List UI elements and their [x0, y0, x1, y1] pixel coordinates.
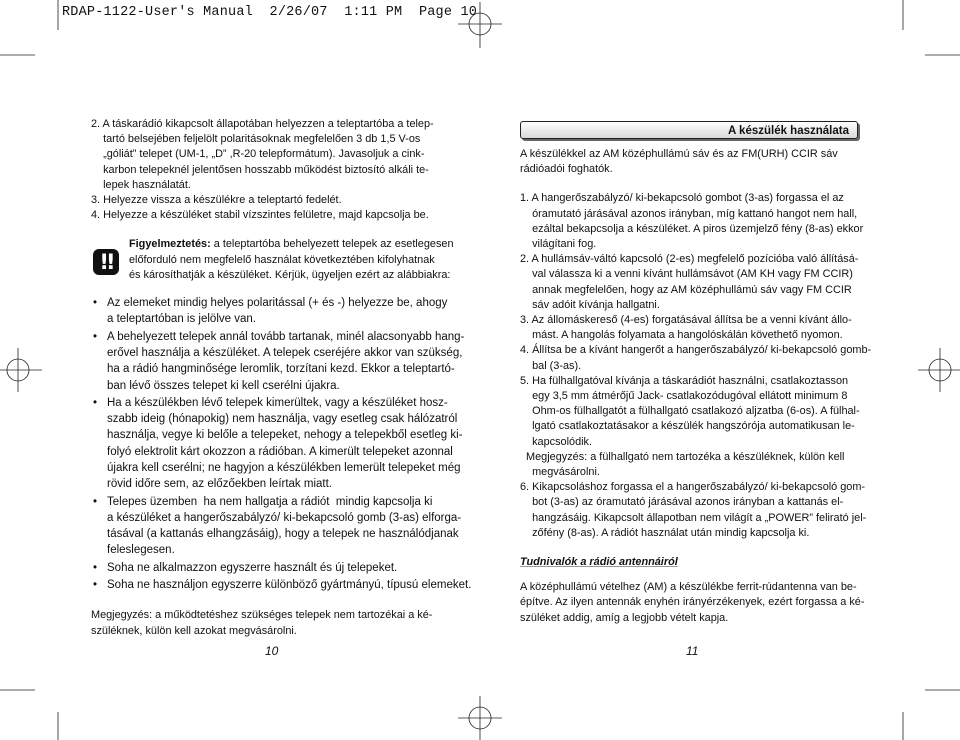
bullet-icon: •: [93, 495, 98, 508]
list-item: [91, 395, 463, 493]
step-item: 2. A táskarádió kikapcsolt állapotában helyezzen a teleptartóba a telep- tartó belsejében feljelölt polaritásoknak megfelelően 3 db 1,5 V-os „góliát” telepet (UM-1, „D” ,R-20 telepformátum). Javasoljuk a cink- karbon telepeknél jelentősen hosszabb működést biztosító alkáli te- lepek használatát.: [91, 118, 434, 191]
list-item-text: Soha ne alkalmazzon egyszerre használt és új telepeket.: [107, 561, 398, 574]
page-number-right: 11: [686, 644, 699, 658]
warning-label: Figyelmeztetés:: [129, 238, 211, 251]
antenna-text: A középhullámú vételhez (AM) a készülékbe ferrit-rúdantenna van be- építve. Az ilyen antennák enyhén irányérzékenyek, ezért forgassa a ké- szüléket addig, amíg a legjobb vételt kapja.: [520, 581, 865, 624]
warning-icon: !!: [93, 249, 119, 275]
right-page: [520, 147, 872, 626]
list-item: [91, 577, 472, 593]
warning-box: [91, 237, 454, 283]
bullet-icon: •: [93, 297, 98, 310]
print-header: RDAP-1122-User's Manual 2/26/07 1:11 PM Page 10: [62, 5, 478, 20]
list-item-text: Telepes üzemben ha nem hallgatja a rádiót mindig kapcsolja ki a készüléket a hangerőszabályzó/ ki-bekapcsoló gomb (3-as) elforga- tásával (a kattanás elhangzásáig), hogy a telepek ne használódjanak feleslegesen.: [107, 495, 462, 557]
step-item: 3. Helyezze vissza a készülékre a teleptartó fedelét.: [91, 194, 342, 207]
bullet-icon: •: [93, 579, 98, 592]
left-page: [91, 117, 472, 639]
page-number-left: 10: [265, 644, 279, 658]
step-item: 4. Helyezze a készüléket stabil vízszintes felületre, majd kapcsolja be.: [91, 209, 429, 222]
list-item: [91, 560, 435, 576]
usage-steps: [520, 191, 872, 541]
list-item-text: Ha a készülékben lévő telepek kimerültek, vagy a készüléket hosz- szabb ideig (hónapokig) nem használja, vagy esetleg csak hálózatról használja, vegye ki belőle a telepeket, nehogy a telepekből esetleg ki- folyó elektrolit kárt okozzon a rádióban. A kimerült telepeket azonnal újakra kell cserélni; ne hagyjon a készülékben lemerült telepeket még rövid időre sem, az előzőekben leírtak miatt.: [107, 396, 463, 491]
list-item-text: Az elemeket mindig helyes polaritással (+ és -) helyezze be, ahogy a teleptartóban is jelölve van.: [107, 297, 448, 326]
battery-steps: [91, 117, 435, 223]
step-item: 4. Állítsa be a kívánt hangerőt a hangerőszabályzó/ ki-bekapcsoló gomb- bal (3-as).: [520, 344, 872, 372]
bullet-icon: •: [93, 396, 98, 409]
step-item: 1. A hangerőszabályzó/ ki-bekapcsoló gombot (3-as) forgassa el az óramutató járásával azonos irányban, míg kattanó hangot nem hall, ezáltal bekapcsolja a készüléket. A piros üzemjelző fény (8-as) ekkor világítani fog.: [520, 192, 864, 251]
list-item: [91, 295, 448, 328]
note-text: Megjegyzés: a működtetéshez szükséges telepek nem tartozékai a ké- szüléknek, külön kell azokat megvásárolni.: [91, 609, 433, 637]
step-item: 5. Ha fülhallgatóval kívánja a táskarádiót használni, csatlakoztasson egy 3,5 mm átmérőjű Jack- csatlakozódugóval ellátott minimum 8 Ohm-os fülhallgatót a fülhallgató csatlakozó aljzatba (6-os). A fülhal- lgató csatlakoztatásakor a készülék hangszórója automatikusan le- kapcsolódik. Megjegyzés: a fülhallgató nem tartozéka a készüléknek, külön kell megvásárolni.: [520, 374, 860, 479]
bullet-list: [91, 295, 472, 593]
step-item: 6. Kikapcsoláshoz forgassa el a hangerőszabályzó/ ki-bekapcsoló gom- bot (3-as) az óramutató járásával azonos irányban a kattanás el- hangzásáig. Kikapcsolt állapotban nem világít a „POWER” felirató jel- zőfény (8-as). A rádiót használat után mindig kapcsolja ki.: [520, 481, 867, 539]
warning-text: [129, 237, 454, 283]
bullet-icon: •: [93, 330, 98, 343]
list-item-text: Soha ne használjon egyszerre különböző gyártmányú, típusú elemeket.: [107, 579, 472, 592]
list-item: [91, 494, 462, 559]
intro-text: A készülékkel az AM középhullámú sáv és az FM(URH) CCIR sáv rádióadói foghatók.: [520, 148, 838, 176]
bullet-icon: •: [93, 561, 98, 574]
section-title: A készülék használata: [520, 121, 858, 139]
warning-body: a teleptartóba behelyezett telepek az esetlegesen előforduló nem megfelelő használat következtében kifolyhatnak és károsíthatják a készüléket. Kérjük, ügyeljen ezért az alábbiakra:: [129, 238, 454, 281]
list-item: [91, 329, 465, 394]
subheading: Tudnivalók a rádió antennáiról: [520, 556, 678, 569]
list-item-text: A behelyezett telepek annál tovább tartanak, minél alacsonyabb hang- erővel használja a készüléket. A telepek cseréjére akkor van szükség, ha a rádió hangminősége leromlik, torzítani kezd. Ekkor a teleptartó- ban lévő összes telepet ki kell cserélni újakra.: [107, 330, 465, 392]
step-item: 3. Az állomáskereső (4-es) forgatásával állítsa be a venni kívánt állo- mást. A hangolás folyamata a hangolóskálán követhető nyomon.: [520, 314, 852, 342]
step-item: 2. A hullámsáv-váltó kapcsoló (2-es) megfelelő pozícióba való állításá- val válassza ki a venni kívánt hullámsávot (AM KH vagy FM CCIR) annak megfelelően, hogy az AM középhullámú sáv vagy FM CCIR sáv adóit kívánja hallgatni.: [520, 253, 859, 311]
